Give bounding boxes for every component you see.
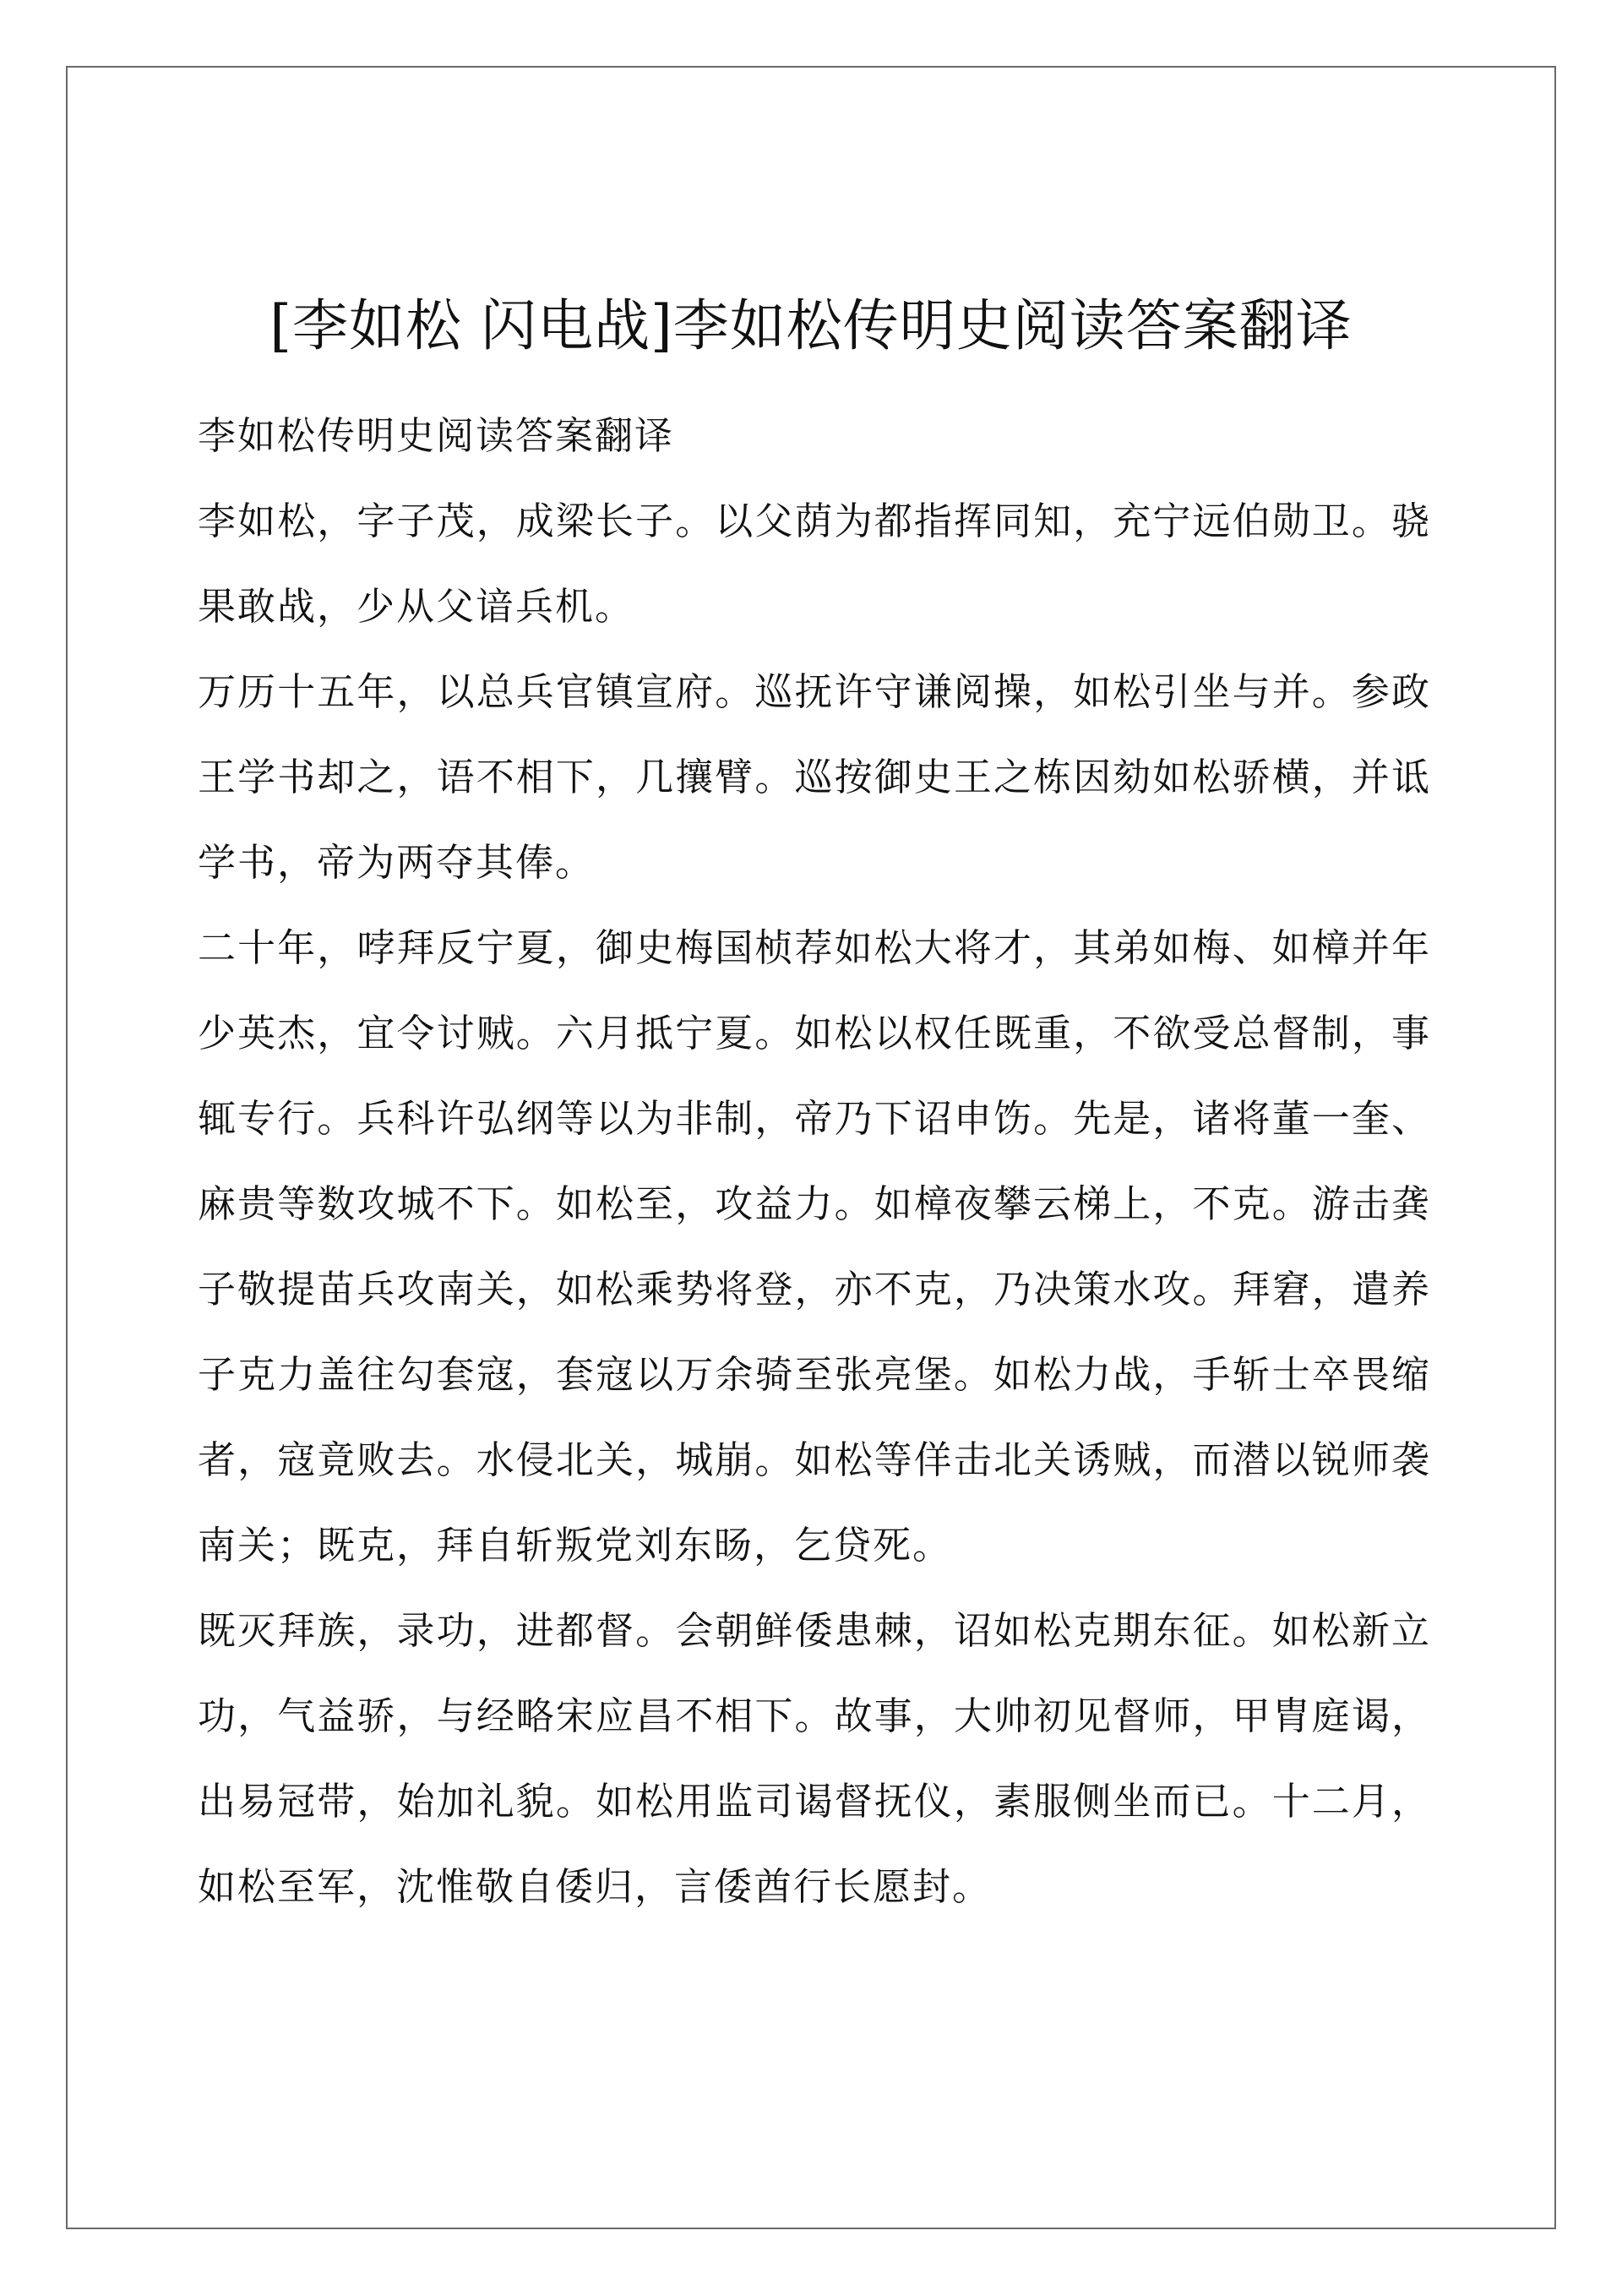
document-body [198, 404, 1431, 1929]
paragraph: 二十年，哱拜反宁夏，御史梅国桢荐如松大将才，其弟如梅、如樟并年少英杰，宜令讨贼。六月抵宁夏。如松以权任既重，不欲受总督制，事辄专行。兵科许弘纲等以为非制，帝乃下诏申饬。先是，诸将董一奎、麻贵等数攻城不下。如松至，攻益力。如樟夜攀云梯上，不克。游击龚子敬提苗兵攻南关，如松乘势将登，亦不克，乃决策水攻。拜窘，遣养子克力盖往勾套寇，套寇以万余骑至张亮堡。如松力战，手斩士卒畏缩者，寇竟败去。水侵北关，城崩。如松等佯击北关诱贼，而潜以锐师袭南关；既克，拜自斩叛党刘东旸，乞贷死。 [198, 925, 1431, 1568]
paragraph: 万历十五年，以总兵官镇宣府。巡抚许守谦阅操，如松引坐与并。参政王学书却之，语不相下，几攘臂。巡按御史王之栋因劾如松骄横，并诋学书，帝为两夺其俸。 [198, 669, 1431, 885]
paragraph-subtitle: 李如松传明史阅读答案翻译 [198, 413, 675, 458]
page-title: [李如松 闪电战]李如松传明史阅读答案翻译 [269, 293, 1353, 359]
paragraph: 既灭拜族，录功，进都督。会朝鲜倭患棘，诏如松克期东征。如松新立功，气益骄，与经略宋应昌不相下。故事，大帅初见督师，甲胄庭谒，出易冠带，始加礼貌。如松用监司谒督抚仪，素服侧坐而已。十二月，如松至军，沈惟敬自倭归，言倭酋行长愿封。 [198, 1608, 1431, 1909]
paragraph: 李如松，字子茂，成梁长子。以父荫为都指挥同知，充宁远伯勋卫。骁果敢战，少从父谙兵机。 [198, 499, 1431, 629]
